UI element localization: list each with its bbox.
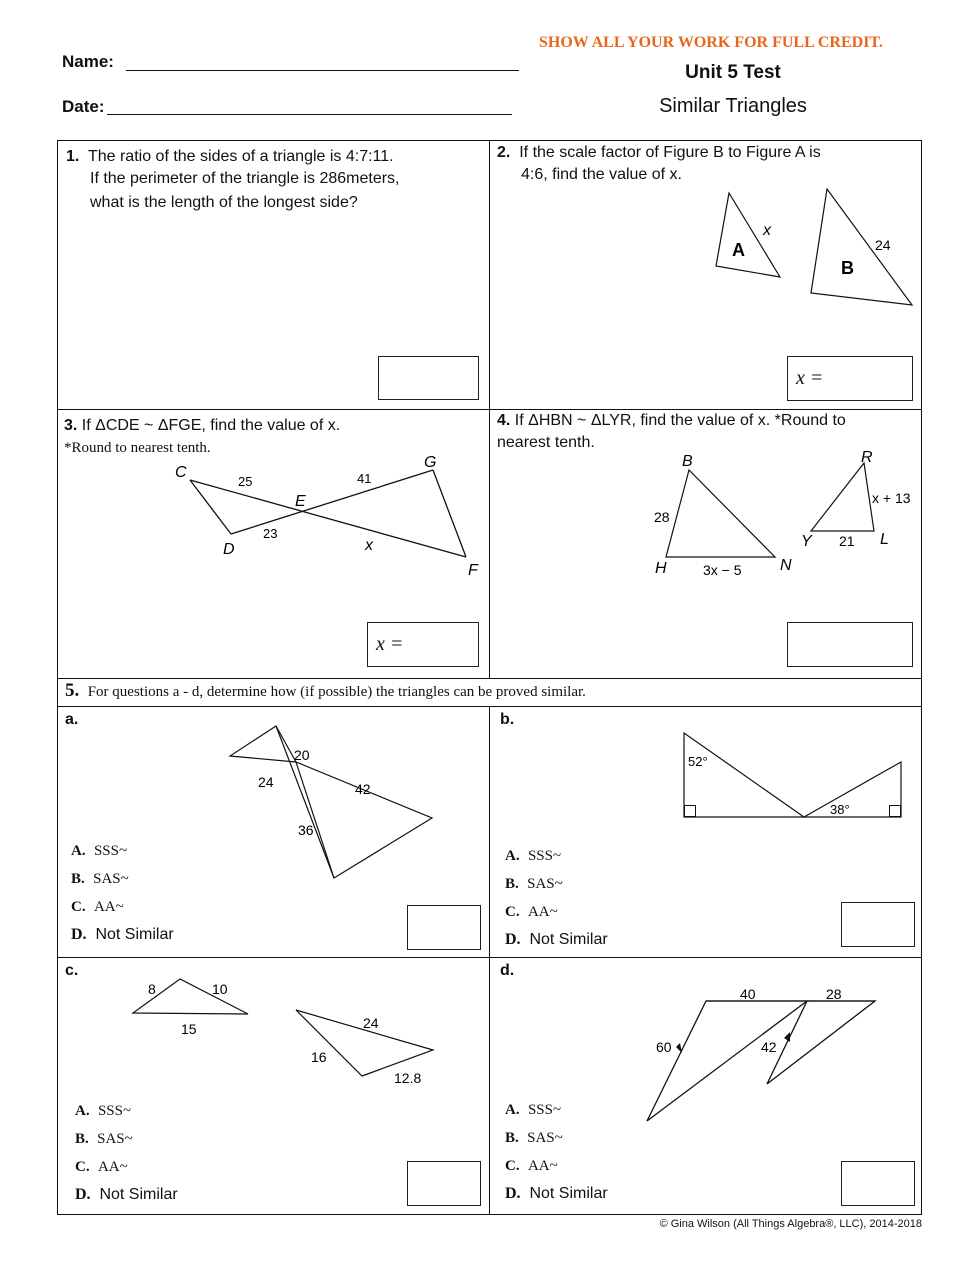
answer-box-2-label: x =: [796, 367, 824, 389]
option-b[interactable]: B. SAS~: [505, 1130, 563, 1146]
triangle-lyr: [811, 463, 874, 531]
show-work-warning: SHOW ALL YOUR WORK FOR FULL CREDIT.: [539, 34, 883, 51]
answer-box-4[interactable]: [787, 622, 913, 667]
question-1-line2: If the perimeter of the triangle is 286meters,: [90, 170, 400, 187]
question-2: [497, 142, 917, 186]
side-24: 24: [363, 1015, 379, 1031]
triangle-hbn: [666, 470, 775, 557]
date-label: Date:: [62, 97, 105, 116]
side-x: x: [365, 537, 373, 554]
question-3-number: 3.: [64, 417, 78, 434]
side-10: 10: [212, 981, 228, 997]
vertex-y: Y: [801, 533, 812, 550]
vertex-f: F: [468, 562, 478, 579]
side-16: 16: [311, 1049, 327, 1065]
side-12-8: 12.8: [394, 1070, 422, 1086]
part-c-label: c.: [65, 962, 79, 979]
question-4-line2: nearest tenth.: [497, 434, 595, 451]
page-subtitle: Similar Triangles: [659, 95, 807, 117]
question-4-line1: If ΔHBN ~ ΔLYR, find the value of x. *Round to: [514, 412, 846, 429]
option-c[interactable]: C. AA~: [505, 904, 558, 920]
options-5c: [75, 1097, 178, 1208]
option-a[interactable]: A. SSS~: [71, 843, 128, 859]
angle-52: 52°: [688, 754, 708, 769]
triangle-5a-large: [296, 762, 432, 878]
vertex-c: C: [175, 464, 187, 481]
figure-5c: [120, 972, 450, 1092]
side-60: 60: [656, 1039, 672, 1055]
answer-box-5b[interactable]: [841, 902, 915, 947]
option-a[interactable]: A. SSS~: [505, 1102, 562, 1118]
option-b[interactable]: B. SAS~: [75, 1131, 133, 1147]
label-x: x: [763, 222, 771, 239]
side-3x-5: 3x − 5: [703, 562, 742, 578]
vertex-l: L: [880, 531, 889, 548]
question-3-line2: *Round to nearest tenth.: [64, 440, 211, 456]
options-5b: [505, 842, 608, 953]
option-c[interactable]: C. AA~: [75, 1159, 128, 1175]
question-2-line1: If the scale factor of Figure B to Figure A is: [519, 144, 821, 161]
options-5a: [71, 837, 174, 948]
question-2-number: 2.: [497, 144, 511, 161]
question-5-number: 5.: [65, 680, 80, 701]
part-d-label: d.: [500, 962, 515, 979]
option-c[interactable]: C. AA~: [71, 899, 124, 915]
triangle-5d-large: [647, 1001, 807, 1121]
question-1-line3: what is the length of the longest side?: [90, 194, 358, 211]
angle-38: 38°: [830, 802, 850, 817]
triangle-5b-right: [804, 762, 901, 817]
figure-q4: [640, 448, 920, 583]
triangle-5b-left: [684, 733, 804, 817]
triangle-5d-small: [767, 1001, 875, 1084]
side-36: 36: [298, 822, 314, 838]
side-42: 42: [355, 781, 371, 797]
side-15: 15: [181, 1021, 197, 1037]
side-42: 42: [761, 1039, 777, 1055]
figure-q2: [700, 188, 920, 308]
copyright: © Gina Wilson (All Things Algebra®, LLC), 2014-2018: [659, 1218, 922, 1230]
figure-5d: [630, 980, 890, 1130]
option-a[interactable]: A. SSS~: [505, 848, 562, 864]
question-3-line1: If ΔCDE ~ ΔFGE, find the value of x.: [81, 417, 341, 434]
question-2-line2: 4:6, find the value of x.: [521, 166, 682, 183]
vertex-n: N: [780, 557, 792, 574]
question-1-line1: The ratio of the sides of a triangle is 4:7:11.: [87, 148, 394, 165]
answer-box-1[interactable]: [378, 356, 479, 400]
side-41: 41: [357, 471, 372, 486]
side-28: 28: [826, 986, 842, 1002]
option-c[interactable]: C. AA~: [505, 1158, 558, 1174]
answer-box-5c[interactable]: [407, 1161, 481, 1206]
label-24: 24: [875, 237, 891, 253]
answer-box-5a[interactable]: [407, 905, 481, 950]
vertex-e: E: [295, 493, 306, 510]
side-x-13: x + 13: [872, 490, 911, 506]
side-20: 20: [294, 747, 310, 763]
vertex-d: D: [223, 541, 235, 558]
vertex-b: B: [682, 453, 693, 470]
name-label: Name:: [62, 52, 114, 71]
answer-box-3-label: x =: [376, 633, 404, 655]
side-21: 21: [839, 533, 855, 549]
side-28: 28: [654, 509, 670, 525]
unit-title: Unit 5 Test: [685, 62, 781, 83]
answer-box-3[interactable]: [367, 622, 479, 667]
side-40: 40: [740, 986, 756, 1002]
option-b[interactable]: B. SAS~: [505, 876, 563, 892]
option-d[interactable]: D. Not Similar: [75, 1186, 178, 1203]
vertex-g: G: [424, 454, 437, 471]
question-1: [66, 146, 486, 214]
side-23: 23: [263, 526, 278, 541]
figure-q3: [160, 450, 490, 580]
side-24: 24: [258, 774, 274, 790]
option-d[interactable]: D. Not Similar: [505, 1185, 608, 1202]
label-b: B: [841, 258, 854, 278]
question-1-number: 1.: [66, 148, 80, 165]
question-5-text: For questions a - d, determine how (if possible) the triangles can be proved similar.: [87, 684, 586, 700]
label-a: A: [732, 240, 745, 260]
triangle-b: [811, 189, 912, 305]
question-5-prompt: [65, 680, 915, 702]
side-25: 25: [238, 474, 253, 489]
figure-5a: [220, 720, 450, 890]
answer-box-5d[interactable]: [841, 1161, 915, 1206]
option-d[interactable]: D. Not Similar: [71, 926, 174, 943]
vertex-r: R: [861, 449, 873, 466]
options-5d: [505, 1096, 608, 1207]
triangle-5a-small: [230, 726, 296, 762]
part-b-label: b.: [500, 711, 515, 728]
part-a-label: a.: [65, 711, 79, 728]
answer-box-2[interactable]: [787, 356, 913, 401]
vertex-h: H: [655, 560, 667, 577]
option-a[interactable]: A. SSS~: [75, 1103, 132, 1119]
question-4-number: 4.: [497, 412, 511, 429]
side-8: 8: [148, 981, 156, 997]
option-d[interactable]: D. Not Similar: [505, 931, 608, 948]
figure-5b: [670, 725, 920, 825]
option-b[interactable]: B. SAS~: [71, 871, 129, 887]
